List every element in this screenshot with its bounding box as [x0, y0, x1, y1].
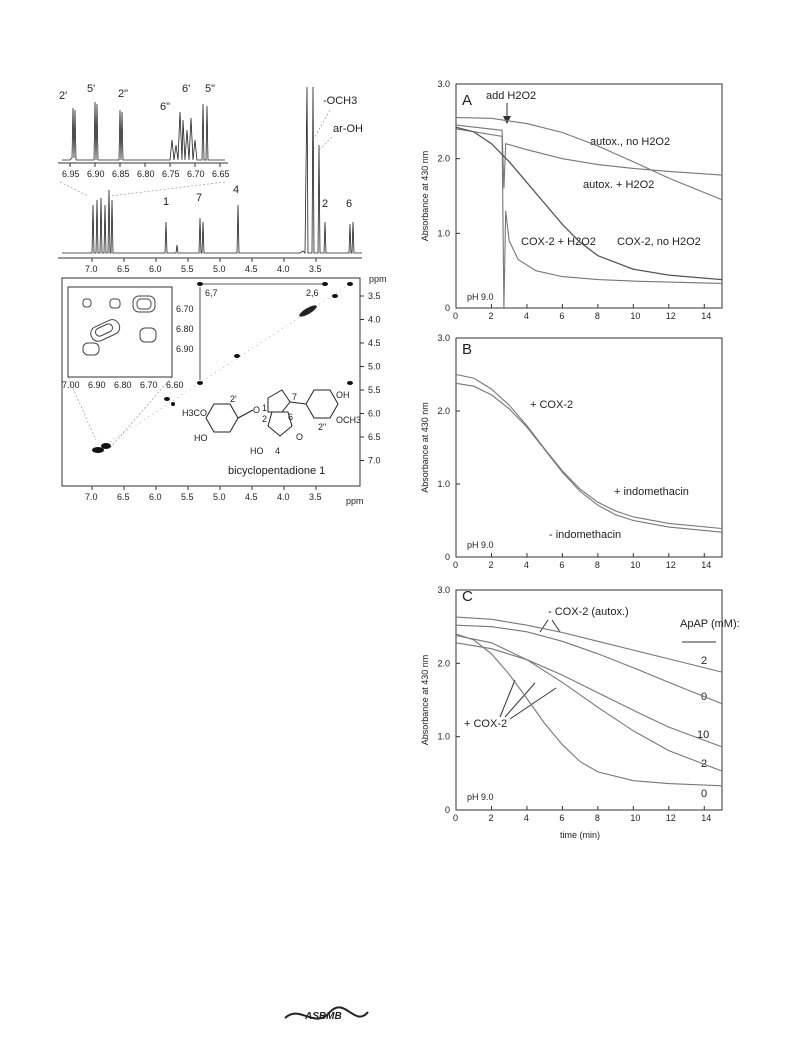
cosy-2d-spectrum: [62, 274, 387, 506]
x-tick-label: 10: [630, 560, 641, 570]
peak-label: 2: [322, 198, 329, 210]
x-tick-label: 0: [453, 311, 459, 321]
ppm-tick-label: 6.0: [149, 264, 162, 274]
ppm-tick-label: 7.0: [85, 264, 98, 274]
structure-label: 2': [230, 394, 237, 404]
structure-label: 4: [275, 446, 281, 456]
x-tick-label: 0: [453, 560, 459, 570]
ppm-unit: ppm: [369, 274, 387, 284]
cosy-inset-x-label: 6.70: [140, 380, 158, 390]
series-line: [456, 375, 722, 529]
cosy-y-tick-label: 4.5: [368, 338, 381, 348]
cosy-inset-y-label: 6.90: [176, 344, 194, 354]
inset-tick-label: 6.95: [62, 169, 80, 179]
series-line: [456, 127, 722, 279]
y-tick-label: 1.0: [437, 731, 450, 742]
structure-label: OCH3: [336, 415, 362, 425]
y-axis-label: Absorbance at 430 nm: [420, 654, 430, 746]
series-line: [456, 636, 722, 772]
legend-title: ApAP (mM):: [680, 618, 740, 630]
series-label: 2: [701, 758, 708, 770]
structure-label: O: [296, 432, 304, 442]
inset-tick-label: 6.75: [162, 169, 180, 179]
x-tick-label: 4: [523, 813, 529, 823]
panel-letter: C: [462, 588, 473, 605]
structure-label: HO: [194, 433, 208, 443]
leader-line: [500, 680, 515, 717]
zoom-guide-line: [60, 182, 88, 196]
structure-label: 7: [292, 392, 298, 402]
x-axis-label: time (min): [560, 830, 600, 840]
cosy-x-tick-label: 6.0: [149, 492, 162, 502]
y-tick-label: 1.0: [437, 479, 450, 489]
x-tick-label: 2: [488, 560, 494, 570]
peak-label: 7: [196, 192, 203, 204]
inset-tick-label: 6.70: [187, 169, 205, 179]
ppm-tick-label: 5.5: [181, 264, 194, 274]
peak-label: 4: [233, 184, 240, 196]
series-line: [456, 625, 722, 704]
ppm-tick-label: 6.5: [117, 264, 130, 274]
x-tick-label: 0: [453, 813, 459, 823]
cosy-x-tick-label: 3.5: [309, 492, 322, 502]
logo-text: ASBMB: [305, 1011, 342, 1022]
annotation-cox2: + COX-2: [530, 399, 574, 411]
cosy-y-tick-label: 3.5: [368, 291, 381, 301]
cross-peak: [347, 282, 353, 286]
leader-line: [540, 620, 548, 632]
y-axis-label: Absorbance at 430 nm: [420, 150, 430, 242]
ppm-tick-label: 3.5: [309, 264, 322, 274]
cosy-y-tick-label: 6.0: [368, 408, 381, 419]
inset-spectrum-trace: [62, 102, 225, 160]
cosy-inset-x-label: 6.90: [88, 380, 106, 390]
series-label: 0: [701, 788, 708, 800]
series-label: 10: [697, 729, 710, 741]
peak-label: 1: [163, 196, 170, 208]
series-line: [456, 383, 722, 532]
inset-peak-label: 2": [118, 88, 129, 100]
ph-note: pH 9.0: [467, 292, 494, 302]
top-ppm-axis: [85, 258, 322, 274]
chart-panel-a: [420, 79, 722, 321]
series-label: 0: [701, 691, 708, 703]
cross-peak: [234, 354, 240, 358]
cross-peak: [171, 402, 175, 406]
y-tick-label: 0: [444, 805, 450, 815]
panel-letter: B: [462, 341, 473, 358]
series-label: COX-2 + H2O2: [521, 236, 596, 248]
compound-name: bicyclopentadione 1: [228, 465, 326, 477]
ph-note: pH 9.0: [467, 540, 494, 550]
series-label: 2: [701, 655, 708, 667]
annotation-cox2: + COX-2: [464, 718, 508, 730]
structure-label: HO: [250, 446, 264, 456]
cosy-x-tick-label: 5.0: [213, 492, 226, 502]
inset-tick-label: 6.90: [87, 169, 105, 179]
x-tick-label: 14: [701, 311, 712, 321]
inset-peak-label: 6': [182, 83, 191, 95]
x-tick-label: 14: [701, 560, 712, 570]
cosy-inset-y-label: 6.80: [176, 324, 194, 334]
chart-panel-c: [420, 585, 740, 840]
x-tick-label: 6: [559, 560, 565, 570]
cross-peak: [322, 282, 328, 286]
x-tick-label: 12: [665, 311, 676, 321]
structure-label: 2: [262, 414, 268, 424]
cosy-y-tick-label: 5.0: [368, 361, 381, 372]
cosy-x-tick-label: 7.0: [85, 492, 98, 502]
y-tick-label: 3.0: [437, 79, 450, 89]
series-line: [456, 129, 722, 308]
series-label: + indomethacin: [614, 486, 689, 498]
panel-letter: A: [462, 92, 473, 109]
group-label-methoxy: -OCH3: [323, 95, 358, 107]
ppm-tick-label: 5.0: [213, 264, 226, 274]
cosy-x-tick-label: 5.5: [181, 492, 194, 502]
ppm-unit: ppm: [346, 496, 364, 506]
structure-label: 1: [262, 403, 268, 413]
ph-note: pH 9.0: [467, 792, 494, 802]
structure-label: 2": [318, 422, 327, 432]
y-tick-label: 1.0: [437, 228, 450, 239]
inset-tick-label: 6.85: [112, 169, 130, 179]
x-tick-label: 12: [665, 560, 676, 570]
x-tick-label: 10: [630, 813, 641, 823]
cosy-inset-contours: [83, 296, 156, 355]
cross-peak: [164, 397, 170, 401]
series-label: autox. + H2O2: [583, 179, 655, 191]
ppm-tick-label: 4.0: [277, 264, 290, 274]
x-tick-label: 6: [559, 311, 565, 321]
inset-peak-label: 5": [205, 83, 216, 95]
zoom-guide-line: [110, 182, 225, 196]
x-tick-label: 6: [559, 813, 565, 823]
series-label: - indomethacin: [549, 529, 622, 541]
x-tick-label: 8: [594, 311, 600, 321]
cosy-x-tick-label: 4.0: [277, 492, 290, 502]
cosy-x-tick-label: 6.5: [117, 492, 130, 502]
y-tick-label: 3.0: [437, 333, 450, 343]
x-tick-label: 4: [523, 560, 529, 570]
nmr-inset-spectrum: [58, 83, 230, 196]
y-tick-label: 0: [444, 303, 450, 313]
nmr-1d-spectrum: [58, 87, 363, 274]
x-tick-label: 8: [594, 560, 600, 570]
y-axis-label: Absorbance at 430 nm: [420, 402, 430, 493]
x-tick-label: 2: [488, 813, 494, 823]
annotation-autox: - COX-2 (autox.): [548, 606, 629, 618]
cross-peak-label: 2,6: [306, 288, 319, 298]
series-label: COX-2, no H2O2: [617, 236, 701, 248]
cross-peak: [197, 381, 203, 385]
x-tick-label: 4: [523, 311, 529, 321]
cosy-frame: [62, 278, 360, 486]
structure-label: 6: [288, 412, 294, 422]
plot-frame: [456, 84, 722, 308]
cosy-inset-x-label: 6.60: [166, 380, 184, 390]
inset-tick-group: [62, 163, 230, 179]
cross-peak: [197, 282, 203, 286]
inset-tick-label: 6.65: [212, 169, 230, 179]
leader-line: [319, 136, 333, 150]
cosy-y-tick-label: 7.0: [368, 455, 381, 466]
cross-peak: [101, 443, 111, 449]
cross-peak: [332, 294, 338, 298]
y-tick-label: 2.0: [437, 406, 450, 416]
inset-peak-label: 5': [87, 83, 96, 95]
y-tick-label: 2.0: [437, 658, 450, 669]
x-tick-label: 8: [594, 813, 600, 823]
structure-label: H3CO: [182, 408, 208, 418]
peak-label: 6: [346, 198, 353, 210]
x-tick-label: 12: [665, 813, 676, 823]
series-line: [456, 634, 722, 786]
ppm-tick-label: 4.5: [245, 264, 258, 274]
cosy-inset-x-label: 7.00: [62, 380, 80, 390]
asbmb-logo: [285, 1007, 368, 1022]
cosy-y-tick-label: 6.5: [368, 432, 381, 442]
cosy-x-tick-label: 4.5: [245, 492, 258, 502]
x-tick-label: 2: [488, 311, 494, 321]
cosy-inset-y-label: 6.70: [176, 304, 194, 314]
cosy-y-tick-label: 4.0: [368, 314, 381, 325]
inset-peak-label: 2': [59, 90, 68, 102]
structure-label: OH: [336, 390, 350, 400]
cosy-inset-x-label: 6.80: [114, 380, 132, 390]
y-tick-label: 2.0: [437, 153, 450, 164]
inset-tick-label: 6.80: [137, 169, 155, 179]
leader-line: [313, 110, 330, 140]
x-tick-label: 14: [701, 813, 712, 823]
cross-peak: [347, 381, 353, 385]
cross-peak-label: 6,7: [205, 288, 218, 298]
y-tick-label: 3.0: [437, 585, 450, 595]
group-label-hydroxyl: ar-OH: [333, 123, 363, 135]
inset-peak-label: 6": [160, 101, 171, 113]
annotation-add-h2o2: add H2O2: [486, 90, 537, 102]
x-tick-label: 10: [630, 311, 641, 321]
structure-label: O: [253, 405, 261, 415]
cosy-y-tick-label: 5.5: [368, 385, 381, 395]
series-label: autox., no H2O2: [590, 136, 671, 148]
y-tick-label: 0: [444, 552, 450, 562]
chart-panel-b: [420, 333, 722, 570]
cross-peak: [298, 303, 318, 318]
